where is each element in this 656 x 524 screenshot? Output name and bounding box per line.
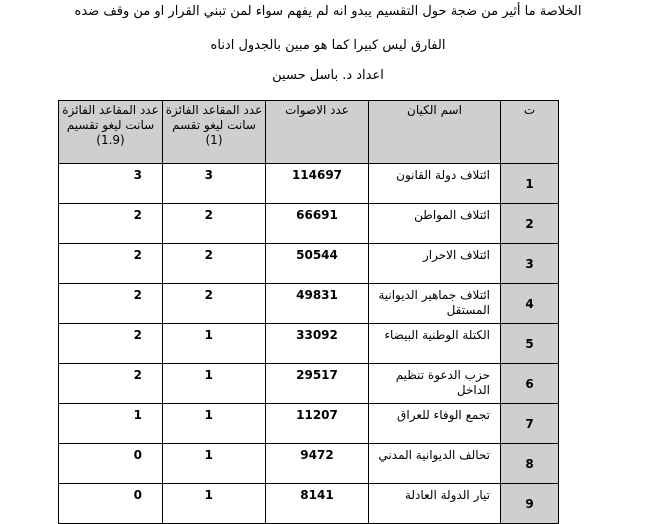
votes-cell: 49831 (266, 284, 369, 324)
table-row (59, 204, 559, 244)
seats-divisor-1-cell: 2 (163, 204, 266, 244)
votes-cell: 9472 (266, 444, 369, 484)
entity-name-cell: تحالف الديوانية المدني (369, 444, 501, 484)
votes-cell: 33092 (266, 324, 369, 364)
row-index-cell: 3 (501, 244, 559, 284)
votes-cell: 66691 (266, 204, 369, 244)
entity-name-cell: حزب الدعوة تنظيم الداخل (369, 364, 501, 404)
seats-divisor-1-9-cell: 3 (59, 164, 163, 204)
header-entity: اسم الكيان (369, 101, 501, 164)
entity-name-cell: تيار الدولة العادلة (369, 484, 501, 524)
seats-divisor-1-9-cell: 1 (59, 404, 163, 444)
header-index: ت (501, 101, 559, 164)
table-row (59, 484, 559, 524)
intro-note-text: الفارق ليس كبيرا كما هو مبين بالجدول ادناه (210, 38, 446, 53)
seats-divisor-1-9-cell: 0 (59, 444, 163, 484)
seats-divisor-1-cell: 1 (163, 404, 266, 444)
row-index-cell: 1 (501, 164, 559, 204)
votes-cell: 11207 (266, 404, 369, 444)
seats-divisor-1-9-cell: 2 (59, 204, 163, 244)
entity-name-cell: ائتلاف دولة القانون (369, 164, 501, 204)
row-index-cell: 2 (501, 204, 559, 244)
table-row (59, 244, 559, 284)
table-body (59, 164, 559, 524)
row-index-cell: 4 (501, 284, 559, 324)
row-index-cell: 8 (501, 444, 559, 484)
seats-divisor-1-cell: 1 (163, 324, 266, 364)
seats-divisor-1-9-cell: 2 (59, 284, 163, 324)
seats-divisor-1-9-cell: 2 (59, 244, 163, 284)
seats-divisor-1-cell: 1 (163, 484, 266, 524)
votes-cell: 29517 (266, 364, 369, 404)
header-votes: عدد الاصوات (266, 101, 369, 164)
seats-divisor-1-cell: 3 (163, 164, 266, 204)
intro-summary-text: الخلاصة ما أثير من ضجة حول التقسيم يبدو انه لم يفهم سواء لمن تبني القرار او من وقف ضده (74, 4, 582, 19)
author-credit: اعداد د. باسل حسين (272, 68, 384, 83)
table-row (59, 364, 559, 404)
entity-name-cell: تجمع الوفاء للعراق (369, 404, 501, 444)
row-index-cell: 5 (501, 324, 559, 364)
table-header-row (59, 101, 559, 164)
row-index-cell: 7 (501, 404, 559, 444)
table-row (59, 284, 559, 324)
seats-divisor-1-9-cell: 0 (59, 484, 163, 524)
seats-divisor-1-cell: 1 (163, 364, 266, 404)
table-row (59, 324, 559, 364)
votes-cell: 50544 (266, 244, 369, 284)
entity-name-cell: ائتلاف المواطن (369, 204, 501, 244)
entity-name-cell: ائتلاف الاحرار (369, 244, 501, 284)
votes-cell: 8141 (266, 484, 369, 524)
seats-divisor-1-9-cell: 2 (59, 324, 163, 364)
entity-name-cell: ائتلاف جماهير الديوانية المستقل (369, 284, 501, 324)
header-seats-divisor-1: عدد المقاعد الفائزة سانت ليغو تقسم (1) (163, 101, 266, 164)
seats-divisor-1-cell: 2 (163, 244, 266, 284)
votes-cell: 114697 (266, 164, 369, 204)
seats-divisor-1-cell: 1 (163, 444, 266, 484)
table-row (59, 164, 559, 204)
table-row (59, 444, 559, 484)
table-row (59, 404, 559, 444)
seats-divisor-1-cell: 2 (163, 284, 266, 324)
seats-divisor-1-9-cell: 2 (59, 364, 163, 404)
seat-allocation-table (58, 100, 559, 524)
row-index-cell: 9 (501, 484, 559, 524)
row-index-cell: 6 (501, 364, 559, 404)
header-seats-divisor-1-9: عدد المقاعد الفائزة سانت ليغو تقسيم (1.9) (59, 101, 163, 164)
entity-name-cell: الكتلة الوطنية البيضاء (369, 324, 501, 364)
